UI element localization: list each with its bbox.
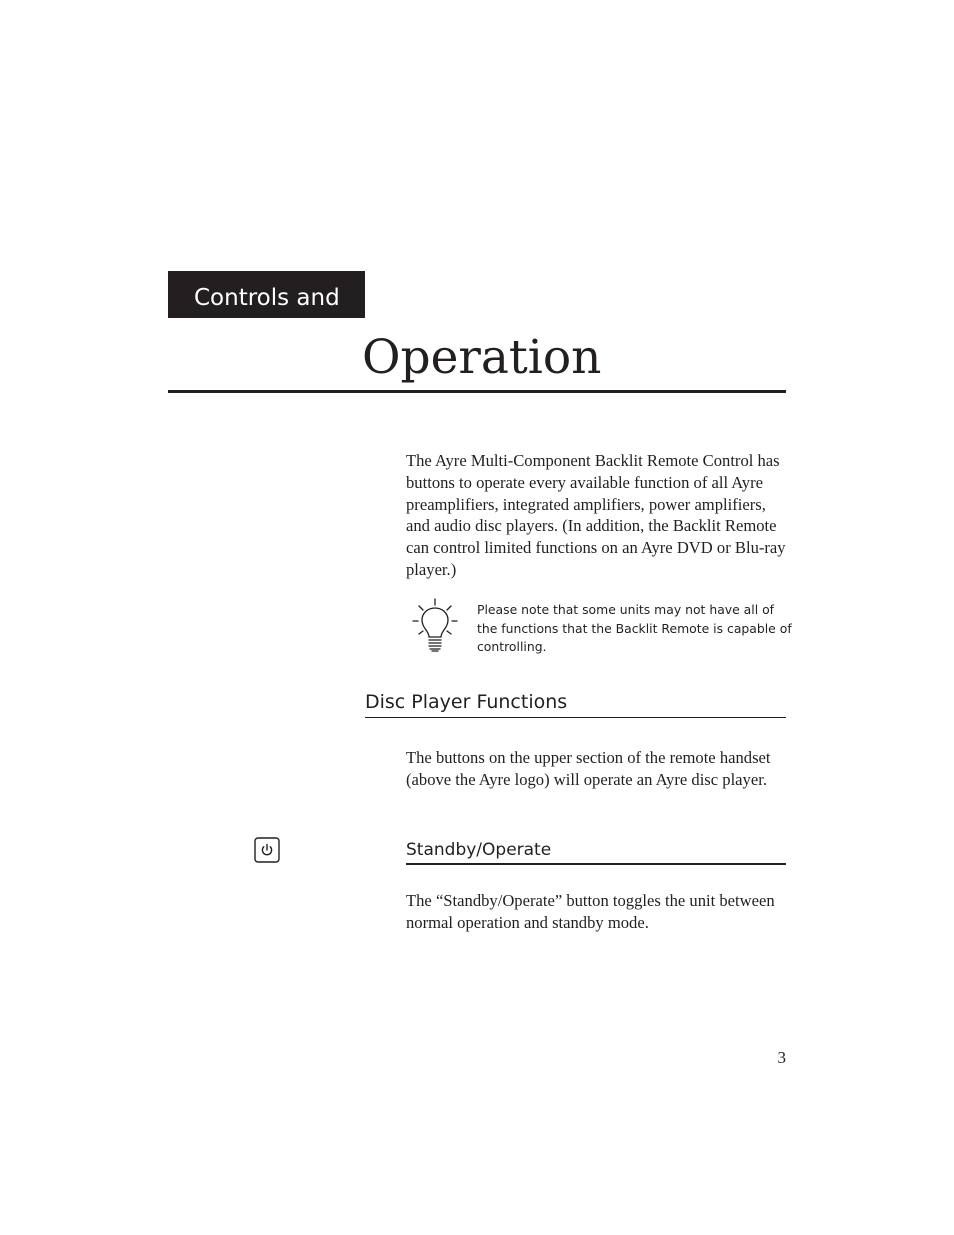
tip-note: Please note that some units may not have all of the functions that the Backlit Remote is capable of controlling. [477,602,792,655]
standby-paragraph: The “Standby/Operate” button toggles the unit between normal operation and standby mode. [406,891,775,932]
section-rule [365,717,786,718]
lightbulb-icon [410,597,460,655]
title-rule [168,390,786,393]
page-number: 3 [777,1048,786,1067]
sub-heading-standby: Standby/Operate [406,840,552,860]
power-button-icon [254,837,280,863]
disc-player-paragraph: The buttons on the upper section of the remote handset (above the Ayre logo) will operate an Ayre disc player. [406,748,771,789]
section-heading-disc-player: Disc Player Functions [365,691,568,713]
intro-paragraph: The Ayre Multi-Component Backlit Remote Control has buttons to operate every available function of all Ayre preamplifiers, integrated amplifiers, power amplifiers, and audio disc players. (In addition, the Backlit Remote can control limited functions on an Ayre DVD or Blu-ray player.) [406,451,786,579]
chapter-title: Operation [362,330,602,385]
sub-heading-rule [406,863,786,865]
chapter-tab-label: Controls and [194,285,340,311]
